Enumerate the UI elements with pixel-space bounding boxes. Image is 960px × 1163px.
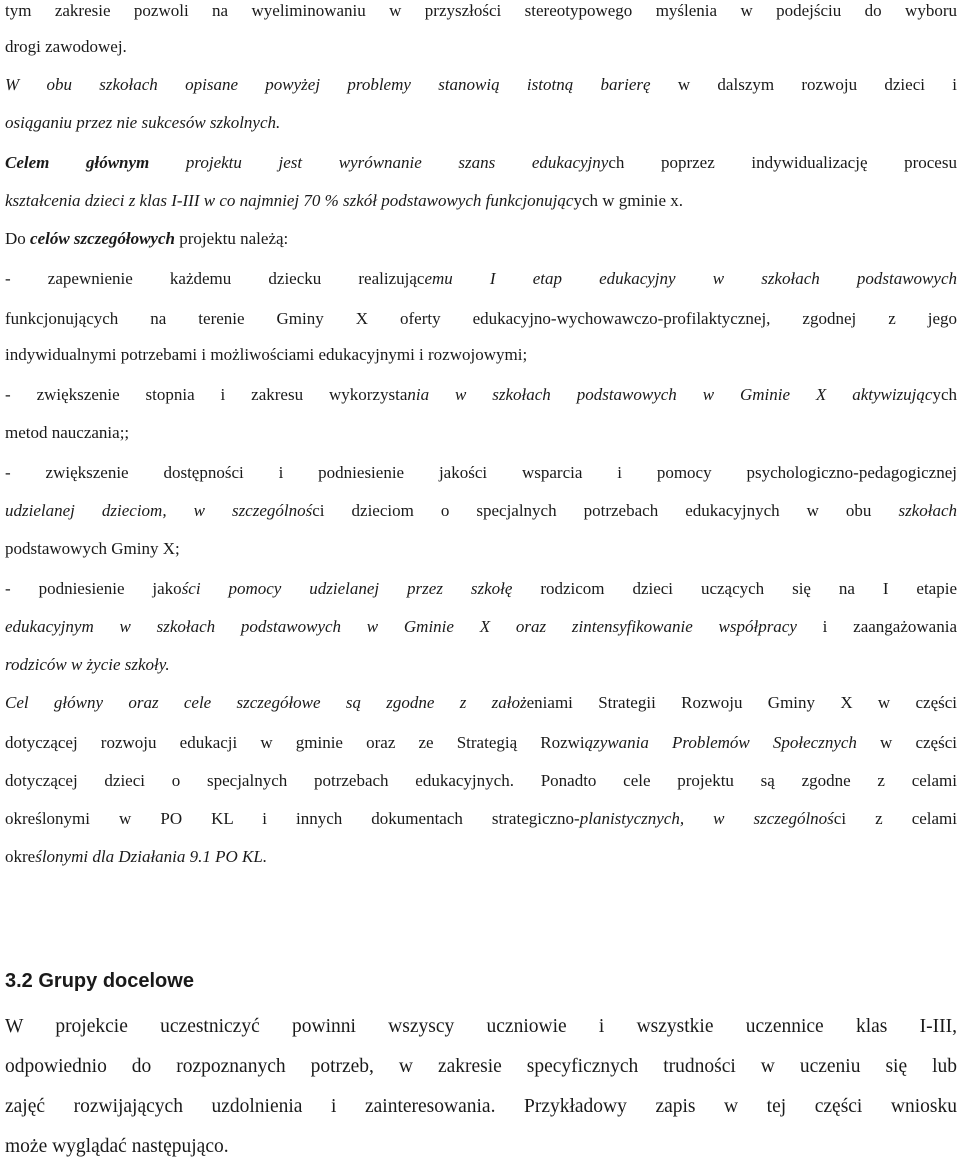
text-span: indywidualnymi potrzebami i możliwościami edukacyjnymi i rozwojowymi; xyxy=(5,345,528,364)
text-line xyxy=(5,732,957,754)
text-span: podstawowych Gminy X; xyxy=(5,539,180,558)
text-line xyxy=(5,462,957,484)
text-span: - zapewnienie każdemu dziecku realizując xyxy=(5,269,425,288)
text-span: W projekcie uczestniczyć powinni wszyscy uczniowie i wszystkie uczennice klas I-III, xyxy=(5,1016,957,1037)
text-span: dotyczącej rozwoju edukacji w gminie oraz ze Strategią Rozwi xyxy=(5,733,585,752)
text-line xyxy=(5,846,957,868)
text-span: emu I etap edukacyjny w szkołach podstawowych xyxy=(424,269,957,288)
text-span: ci dzieciom o specjalnych potrzebach edukacyjnych w obu xyxy=(312,501,899,520)
text-line xyxy=(5,74,957,96)
text-span: osiąganiu przez nie sukcesów szkolnych. xyxy=(5,113,281,132)
text-span: - zwiększenie stopnia i zakresu wykorzysta xyxy=(5,385,408,404)
text-span: ch poprzez indywidualizację procesu xyxy=(608,153,957,172)
text-span: ych w gminie x. xyxy=(573,191,683,210)
text-line xyxy=(5,1056,957,1078)
text-span: dotyczącej dzieci o specjalnych potrzebach edukacyjnych. Ponadto cele projektu są zgodne z celami xyxy=(5,771,957,790)
text-span: W obu szkołach opisane powyżej problemy stanowią istotną barierę xyxy=(5,75,651,94)
text-span: udzielanej dzieciom, w szczególnoś xyxy=(5,501,313,520)
text-line xyxy=(5,1136,957,1158)
text-span: odpowiednio do rozpoznanych potrzeb, w zakresie specyficznych trudności w uczeniu się lub xyxy=(5,1056,957,1077)
text-span: drogi zawodowej. xyxy=(5,37,127,56)
text-span: kształcenia dzieci z klas I-III w co najmniej 70 % szkół podstawowych funkcjonując xyxy=(5,191,574,210)
text-line xyxy=(5,228,957,250)
text-span: - podniesienie jako xyxy=(5,579,182,598)
text-span: ych xyxy=(932,385,958,404)
text-span: Cel główny oraz cele szczegółowe są zgodne z założ xyxy=(5,693,527,712)
text-span: określonymi w PO KL i innych dokumentach strategiczno- xyxy=(5,809,580,828)
text-span: ślonymi dla Działania 9.1 PO KL. xyxy=(35,847,268,866)
text-span: - zwiększenie dostępności i podniesienie jakości wsparcia i pomocy psychologiczno-pedagogicznej xyxy=(5,463,957,482)
text-line xyxy=(5,112,957,134)
text-line xyxy=(5,308,957,330)
text-line xyxy=(5,422,957,444)
text-span: rodzicom dzieci uczących się na I etapie xyxy=(512,579,957,598)
text-line xyxy=(5,692,957,714)
text-span: celów szczegółowych xyxy=(30,229,175,248)
text-span: : xyxy=(283,229,289,248)
text-line xyxy=(5,808,957,830)
text-line xyxy=(5,1096,957,1118)
text-line xyxy=(5,0,957,22)
text-span: Celem głównym xyxy=(5,153,150,172)
text-span: metod nauczania;; xyxy=(5,423,130,442)
text-span: w dalszym rozwoju dzieci i xyxy=(650,75,957,94)
text-span: eniami Strategii Rozwoju Gminy X w części xyxy=(526,693,958,712)
text-line xyxy=(5,36,957,58)
text-line xyxy=(5,1016,957,1038)
text-line xyxy=(5,344,957,366)
section-heading: 3.2 Grupy docelowe xyxy=(5,970,194,992)
text-span: ci z celami xyxy=(833,809,957,828)
text-line xyxy=(5,654,957,676)
text-line xyxy=(5,190,957,212)
text-span: może wyglądać następująco. xyxy=(5,1136,229,1157)
text-span: ązywania Problemów Społecznych xyxy=(584,733,857,752)
text-line xyxy=(5,616,957,638)
text-line xyxy=(5,578,957,600)
text-span: Do xyxy=(5,229,31,248)
text-span: funkcjonujących na terenie Gminy X oferty edukacyjno-wychowawczo-profilaktycznej, zgodnej z jego xyxy=(5,309,957,328)
text-line xyxy=(5,500,957,522)
text-span: okre xyxy=(5,847,36,866)
text-span: nia w szkołach podstawowych w Gminie X aktywizując xyxy=(407,385,933,404)
text-line xyxy=(5,268,957,290)
text-span: rodziców w życie szkoły. xyxy=(5,655,170,674)
text-span: planistycznych, w szczególnoś xyxy=(579,809,834,828)
text-span: projektu należą xyxy=(174,229,284,248)
text-span: w części xyxy=(856,733,957,752)
text-line xyxy=(5,770,957,792)
text-span: projektu jest wyrównanie szans edukacyjny xyxy=(149,153,609,172)
text-span: tym zakresie pozwoli na wyeliminowaniu w przyszłości stereotypowego myślenia w podejściu do wyboru xyxy=(5,1,957,20)
text-line xyxy=(5,152,957,174)
text-span: ści pomocy udzielanej przez szkołę xyxy=(181,579,513,598)
text-span: szkołach xyxy=(898,501,957,520)
text-span: zajęć rozwijających uzdolnienia i zainteresowania. Przykładowy zapis w tej części wniosku xyxy=(5,1096,957,1117)
text-line xyxy=(5,538,957,560)
text-span: i zaangażowania xyxy=(796,617,957,636)
text-span: edukacyjnym w szkołach podstawowych w Gminie X oraz zintensyfikowanie współpracy xyxy=(5,617,797,636)
text-line xyxy=(5,384,957,406)
